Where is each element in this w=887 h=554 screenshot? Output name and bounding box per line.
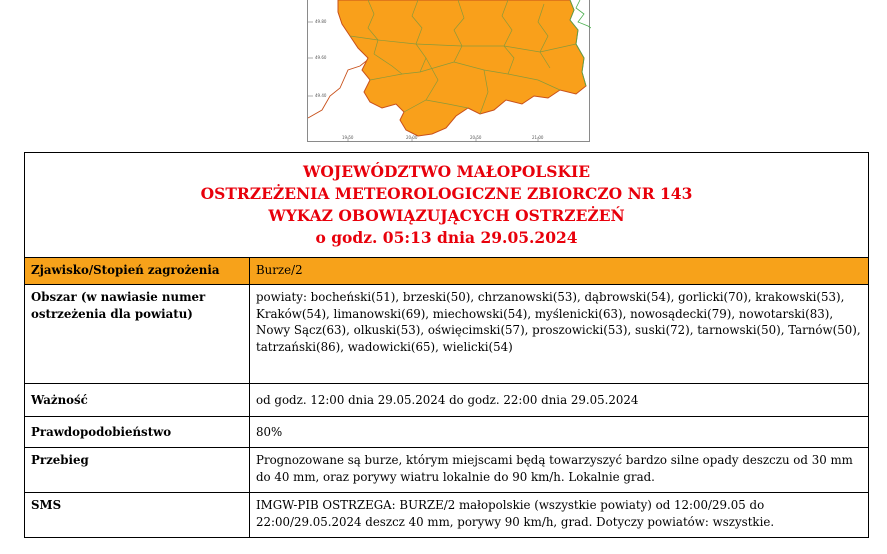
table-row	[25, 417, 869, 448]
table-row	[25, 384, 869, 417]
table-row	[25, 448, 869, 493]
area-value: powiaty: bocheński(51), brzeski(50), chrzanowski(53), dąbrowski(54), gorlicki(70), krakowski(53), Kraków(54), limanowski(69), miechowski(54), myślenicki(63), nowosądecki(79), nowotarski(83), Nowy Sącz(63), olkuski(53), oświęcimski(57), proszowicki(53), suski(72), tarnowski(50), Tarnów(50), tatrzański(86), wadowicki(65), wielicki(54)	[250, 285, 869, 384]
title-row	[25, 153, 869, 258]
probability-value: 80%	[250, 417, 869, 448]
x-tick-label: 19.50	[342, 135, 354, 140]
neighbour-border-east	[576, 0, 591, 28]
table-row	[25, 285, 869, 384]
warning-table	[24, 152, 869, 538]
area-label: Obszar (w nawiasie numer ostrzeżenia dla powiatu)	[25, 285, 250, 384]
title-active-list: WYKAZ OBOWIĄZUJĄCYCH OSTRZEŻEŃ	[268, 206, 625, 225]
phenomenon-row	[25, 258, 869, 285]
title-warning-number: OSTRZEŻENIA METEOROLOGICZNE ZBIORCZO NR 143	[200, 184, 693, 203]
phenomenon-label: Zjawisko/Stopień zagrożenia	[25, 258, 250, 285]
course-label: Przebieg	[25, 448, 250, 493]
validity-value: od godz. 12:00 dnia 29.05.2024 do godz. 22:00 dnia 29.05.2024	[250, 384, 869, 417]
title-voivodeship: WOJEWÓDZTWO MAŁOPOLSKIE	[302, 162, 591, 181]
x-tick-label: 20.50	[470, 135, 482, 140]
x-tick-label: 21.00	[532, 135, 544, 140]
sms-label: SMS	[25, 493, 250, 538]
y-tick-label: 49.80	[315, 19, 327, 24]
warning-map	[307, 0, 590, 142]
warning-title	[25, 153, 869, 258]
validity-label: Ważność	[25, 384, 250, 417]
phenomenon-value: Burze/2	[250, 258, 869, 285]
y-tick-label: 49.40	[315, 93, 327, 98]
course-value: Prognozowane są burze, którym miejscami będą towarzyszyć bardzo silne opady deszczu od 30 mm do 40 mm, oraz porywy wiatru lokalnie do 90 km/h. Lokalnie grad.	[250, 448, 869, 493]
y-tick-label: 49.60	[315, 55, 327, 60]
probability-label: Prawdopodobieństwo	[25, 417, 250, 448]
x-tick-label: 20.00	[406, 135, 418, 140]
table-row	[25, 493, 869, 538]
sms-value: IMGW-PIB OSTRZEGA: BURZE/2 małopolskie (wszystkie powiaty) od 12:00/29.05 do 22:00/29.05.2024 deszcz 40 mm, porywy 90 km/h, grad. Dotyczy powiatów: wszystkie.	[250, 493, 869, 538]
voivodeship-map-graphic	[308, 0, 591, 142]
title-timestamp: o godz. 05:13 dnia 29.05.2024	[315, 228, 578, 247]
